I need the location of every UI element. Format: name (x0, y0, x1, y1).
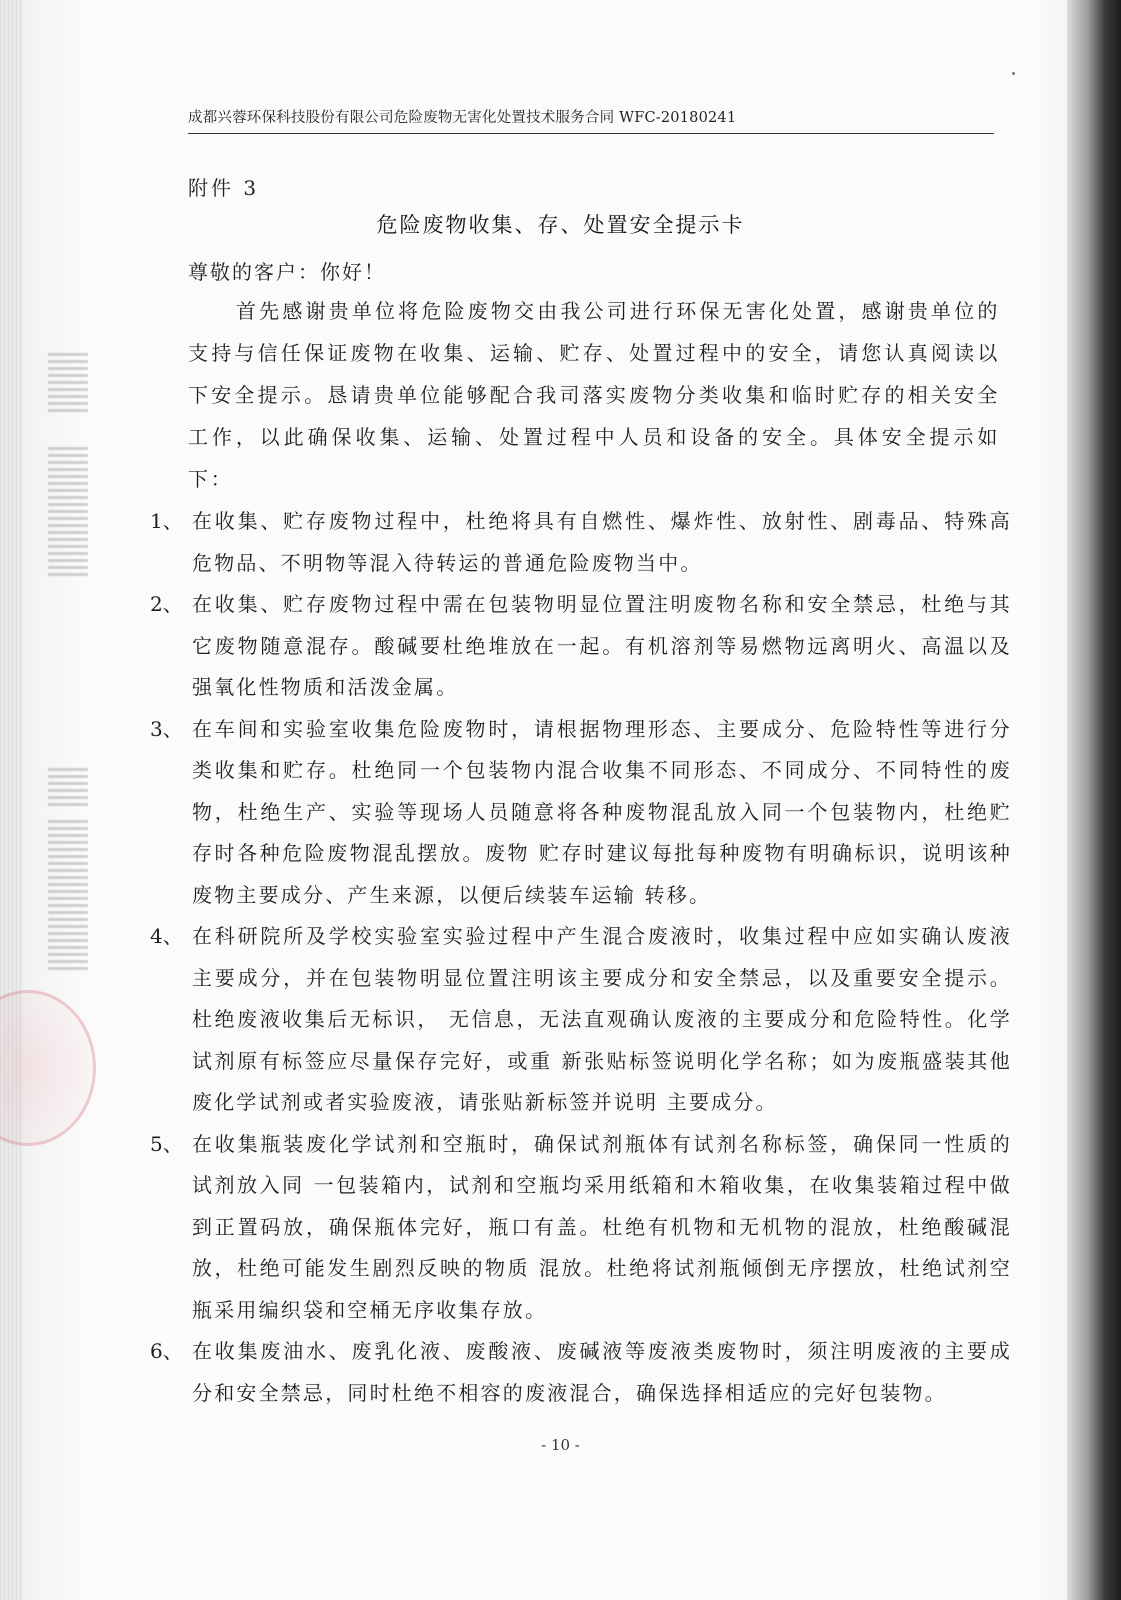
attachment-label: 附件 3 (188, 176, 260, 200)
greeting: 尊敬的客户：你好！ (188, 260, 386, 284)
item-number: 4、 (150, 924, 183, 948)
page-shadow-edge-right (1067, 0, 1121, 1600)
bleed-through-mark (48, 766, 88, 806)
item-text: 在收集、贮存废物过程中需在包装物明显位置注明废物名称和安全禁忌，杜绝与其它废物随意混存。酸碱要杜绝堆放在一起。有机溶剂等易燃物远离明火、高温以及强氧化性物质和活泼金属。 (192, 592, 1012, 699)
page-stack-edge-left (0, 0, 22, 1600)
safety-tips-list (150, 501, 1012, 1414)
list-item (150, 916, 1012, 1124)
item-number: 3、 (150, 716, 183, 741)
item-number: 1、 (150, 509, 183, 533)
page-title: 危险废物收集、存、处置安全提示卡 (376, 213, 745, 237)
item-number: 2、 (150, 592, 183, 616)
item-text: 在收集废油水、废乳化液、废酸液、废碱液等废液类废物时，须注明废液的主要成分和安全禁忌，同时杜绝不相容的废液混合，确保选择相适应的完好包装物。 (192, 1339, 1012, 1405)
page-number: - 10 - (541, 1436, 580, 1454)
bleed-through-mark (48, 352, 88, 412)
list-item (150, 501, 1012, 584)
list-item (150, 1124, 1012, 1332)
item-text: 在收集瓶装废化学试剂和空瓶时，确保试剂瓶体有试剂名称标签，确保同一性质的试剂放入同 一包装箱内，试剂和空瓶均采用纸箱和木箱收集，在收集装箱过程中做到正置码放，确保瓶体完好，瓶口有盖。杜绝有机物和无机物的混放，杜绝酸碱混放，杜绝可能发生剧烈反映的物质 混放。杜绝将试剂瓶倾倒无序摆放，杜绝试剂空瓶采用编织袋和空桶无序收集存放。 (192, 1131, 1012, 1322)
item-number: 6、 (150, 1339, 183, 1363)
item-text: 在科研院所及学校实验室实验过程中产生混合废液时，收集过程中应如实确认废液主要成分，并在包装物明显位置注明该主要成分和安全禁忌，以及重要安全提示。杜绝废液收集后无标识， 无信息，无法直观确认废液的主要成分和危险特性。化学试剂原有标签应尽量保存完好，或重 新张贴标签说明化学名称；如为废瓶盛装其他废化学试剂或者实验废液，请张贴新标签并说明 主要成分。 (192, 924, 1012, 1114)
bleed-through-mark (48, 820, 88, 970)
list-item (150, 1331, 1012, 1414)
item-number: 5、 (150, 1131, 183, 1156)
scan-speck (1012, 72, 1015, 75)
item-text: 在收集、贮存废物过程中，杜绝将具有自燃性、爆炸性、放射性、剧毒品、特殊高危物品、不明物等混入待转运的普通危险废物当中。 (192, 509, 1012, 575)
list-item (150, 709, 1012, 917)
document-header: 成都兴蓉环保科技股份有限公司危险废物无害化处置技术服务合同 WFC-20180241 (188, 106, 994, 134)
intro-paragraph: 首先感谢贵单位将危险废物交由我公司进行环保无害化处置，感谢贵单位的支持与信任保证废物在收集、运输、贮存、处置过程中的安全，请您认真阅读以下安全提示。恳请贵单位能够配合我司落实废物分类收集和临时贮存的相关安全工作，以此确保收集、运输、处置过程中人员和设备的安全。具体安全提示如下： (188, 299, 1000, 491)
list-item (150, 584, 1012, 709)
bleed-through-mark (48, 446, 88, 576)
item-text: 在车间和实验室收集危险废物时，请根据物理形态、主要成分、危险特性等进行分类收集和贮存。杜绝同一个包装物内混合收集不同形态、不同成分、不同特性的废物，杜绝生产、实验等现场人员随意将各种废物混乱放入同一个包装物内，杜绝贮存时各种危险废物混乱摆放。废物 贮存时建议每批每种废物有明确标识，说明该种废物主要成分、产生来源，以便后续装车运输 转移。 (192, 716, 1012, 907)
